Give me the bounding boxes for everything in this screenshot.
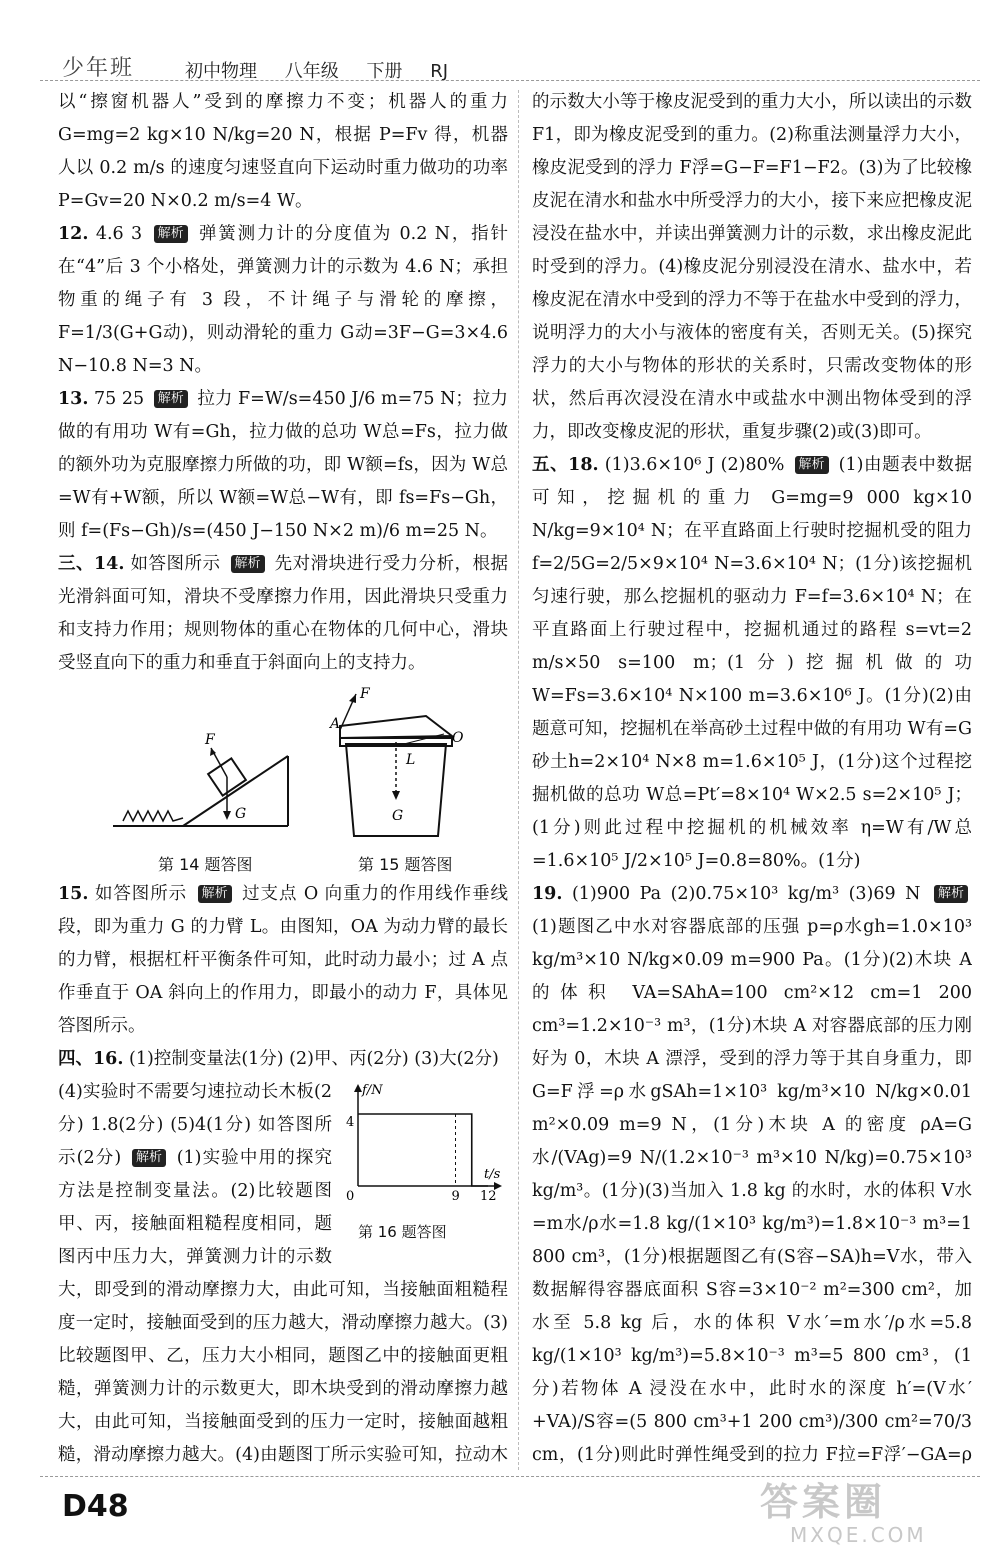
- header-divider: [40, 80, 980, 81]
- column-divider: [518, 90, 519, 1470]
- analysis-text: 弹簧测力计的分度值为 0.2 N，指针在“4”后 3 个小格处，弹簧测力计的示数为 4.6 N；承担物重的绳子有 3 段，不计绳子与滑轮的摩擦，F=1/3(G+G动)，则动滑轮的重力 G动=3F−G=3×4.6 N−10.8 N=3 N。: [58, 224, 508, 376]
- right-column: [532, 86, 972, 1466]
- watermark: [760, 1480, 980, 1547]
- analysis-text: (1)实验中用的探究方法是控制变量法。(2)比较题图甲、丙，接触面粗糙程度相同，题图丙中压力大，弹簧测力计的示数大，即受到的滑动摩擦力大，由此可知，当接触面粗糙程度一定时，接触面受到的压力越大，滑动摩擦力越大。(3)比较题图甲、乙，压力大小相同，题图乙中的接触面更粗糙，弹簧测力计的示数更大，即木块受到的滑动摩擦力越大，由此可知，当接触面受到的压力一定时，接触面越粗糙，滑动摩擦力越大。(4)由题图丁所示实验可知，拉动木: [58, 1148, 508, 1465]
- question-14: [58, 548, 508, 680]
- x-tick-label: 12: [480, 1189, 497, 1204]
- question-number: 13.: [58, 389, 89, 409]
- watermark-title: 答案圈: [760, 1480, 887, 1524]
- analysis-text: (1)题图乙中水对容器底部的压强 p=ρ水gh=1.0×10³ kg/m³×10 N/kg×0.09 m=900 Pa。(1分)(2)木块 A 的体积 VA=SAhA=100 cm²×12 cm=1 200 cm³=1.2×10⁻³ m³，(1分)木块 A 对容器底部的压力刚好为 0，木块 A 漂浮，受到的浮力等于其自身重力，即 G=F浮=ρ水gSAh=1×10³ kg/m³×10 N/kg×0.01 m²×0.09 m=9 N，(1分)木块 A 的密度 ρA=G水/(VAg)=9 N/(1.2×10⁻³ m³×10 N/kg)=0.75×10³ kg/m³。(1分)(3)当加入 1.8 kg 的水时，水的体积 V水=m水/ρ水=1.8 kg/(1×10³ kg/m³)=1.8×10⁻³ m³=1 800 cm³，(1分)根据题图乙有(S容−SA)h=V水，带入数据解得容器底面积 S容=3×10⁻² m²=300 cm²，加水至 5.8 kg 后，水的体积 V水′=m水′/ρ水=5.8 kg/(1×10³ kg/m³)=5.8×10⁻³ m³=5 800 cm³，(1分)若物体 A 浸没在水中，此时水的深度 h′=(V水′+VA)/S容=(5 800 cm³+1 200 cm³)/300 cm²=70/3 cm，(1分)则此时弹性绳受到的拉力 F拉=F浮′−GA=ρ: [532, 917, 972, 1465]
- answer-text: (1)900 Pa (2)0.75×10³ kg/m³ (3)69 N: [571, 884, 921, 904]
- y-axis-arrow: [354, 1084, 362, 1092]
- question-number: 四、16.: [58, 1049, 124, 1069]
- can-lid: [340, 716, 452, 738]
- analysis-tag: 解析: [132, 1149, 166, 1167]
- arrowhead: [349, 694, 356, 703]
- volume-label: 下册: [366, 61, 403, 82]
- trash-can-diagram: [326, 686, 466, 846]
- answer-text: 如答图所示: [94, 884, 188, 904]
- question-16: [58, 1043, 508, 1076]
- analysis-tag: 解析: [934, 885, 968, 903]
- x-tick-label: 9: [451, 1189, 460, 1204]
- question-number: 15.: [58, 884, 89, 904]
- answer-continuation: 以“擦窗机器人”受到的摩擦力不变；机器人的重力 G=mg=2 kg×10 N/kg=20 N，根据 P=Fv 得，机器人以 0.2 m/s 的速度匀速竖直向下运动时重力做功的功率 P=Gv=20 N×0.2 m/s=4 W。: [58, 92, 508, 211]
- figure-15-caption: 第 15 题答图: [358, 855, 453, 874]
- x-axis-label: t/s: [484, 1167, 501, 1182]
- question-15: [58, 878, 508, 1043]
- gravity-label: G: [235, 806, 247, 822]
- edition-label: RJ: [430, 61, 449, 82]
- force-label: F: [205, 732, 215, 748]
- grade-label: 八年级: [284, 61, 339, 82]
- analysis-text: 过支点 O 向重力的作用线作垂线段，即为重力 G 的力臂 L。由图知，OA 为动力臂的最长的力臂，根据杠杆平衡条件可知，此时动力最小；过 A 点作垂直于 OA 斜向上的作用力，即最小的动力 F，具体见答图所示。: [58, 884, 508, 1036]
- fulcrum-label: O: [452, 730, 464, 746]
- analysis-text: 先对滑块进行受力分析，根据光滑斜面可知，滑块不受摩擦力作用，因此滑块只受重力和支持力作用；规则物体的重心在物体的几何中心，滑块受竖直向下的重力和垂直于斜面向上的支持力。: [58, 554, 508, 673]
- question-number: 三、14.: [58, 554, 125, 574]
- answer-text: 4.6 3: [95, 224, 143, 244]
- y-tick-label: 4: [346, 1115, 355, 1130]
- question-18: [532, 449, 972, 878]
- figure-16-caption: 第 16 题答图: [358, 1223, 447, 1241]
- point-a-label: A: [330, 716, 341, 732]
- analysis-text: (1)由题表中数据可知，挖掘机的重力 G=mg=9 000 kg×10 N/kg=9×10⁴ N；在平直路面上行驶时挖掘机受的阻力 f=2/5G=2/5×9×10⁴ N=3.6×10⁴ N；(1分)该挖掘机匀速行驶，那么挖掘机的驱动力 F=f=3.6×10⁴ N；在平直路面上行驶过程中，挖掘机通过的路程 s=vt=2 m/s×50 s=100 m；(1分)挖掘机做的功 W=Fs=3.6×10⁴ N×100 m=3.6×10⁶ J。(1分)(2)由题意可知，挖掘机在举高砂土过程中做的有用功 W有=G砂土h=2×10⁴ N×8 m=1.6×10⁵ J，(1分)这个过程挖掘机做的总功 W总=Pt′=8×10⁴ W×2.5 s=2×10⁵ J；(1分)则此过程中挖掘机的机械效率 η=W有/W总=1.6×10⁵ J/2×10⁵ J=0.8=80%。(1分): [532, 455, 972, 871]
- watermark-url: MXQE.COM: [790, 1523, 927, 1547]
- friction-time-chart: [338, 1076, 508, 1246]
- question-number: 19.: [532, 884, 563, 904]
- analysis-tag: 解析: [154, 225, 188, 243]
- gravity-label: G: [392, 808, 404, 824]
- friction-series-line: [358, 1114, 488, 1186]
- question-12: [58, 218, 508, 383]
- analysis-tag: 解析: [231, 555, 265, 573]
- answer-text: 75 25: [94, 389, 145, 409]
- left-column: [58, 86, 508, 1466]
- answer-text: (4)实验时不需要匀速拉动长木板(2分) 1.8(2分) (5)4(1分) 如答图所示(2分): [58, 1082, 332, 1168]
- y-axis-label: f/N: [362, 1083, 383, 1098]
- answer-text: (1)3.6×10⁶ J (2)80%: [604, 455, 785, 475]
- question-13: [58, 383, 508, 548]
- chart-svg: [338, 1076, 508, 1216]
- book-meta: [185, 55, 462, 88]
- analysis-tag: 解析: [795, 456, 829, 474]
- answer-text: (1)控制变量法(1分) (2)甲、丙(2分) (3)大(2分): [129, 1049, 499, 1069]
- lever-arm-label: L: [406, 752, 416, 768]
- figure-14-caption: 第 14 题答图: [158, 855, 253, 874]
- page-header: [0, 0, 1000, 80]
- arrowhead: [223, 811, 231, 820]
- answer-continuation: 的示数大小等于橡皮泥受到的重力大小，所以读出的示数 F1，即为橡皮泥受到的重力。(2)称重法测量浮力大小，橡皮泥受到的浮力 F浮=G−F=F1−F2。(3)为了比较橡皮泥在清水和盐水中所受浮力的大小，接下来应把橡皮泥浸没在盐水中，并读出弹簧测力计的示数，求出橡皮泥此时受到的浮力。(4)橡皮泥分别浸没在清水、盐水中，若橡皮泥在清水中受到的浮力不等于在盐水中受到的浮力，说明浮力的大小与液体的密度有关，否则无关。(5)探究浮力的大小与物体的形状的关系时，只需改变物体的形状，然后再次浸没在清水中或盐水中测出物体受到的浮力，即改变橡皮泥的形状，重复步骤(2)或(3)即可。: [532, 92, 972, 442]
- question-16-body: [58, 1076, 508, 1466]
- brand-logo: 少年班: [62, 56, 135, 81]
- origin-label: 0: [346, 1189, 355, 1204]
- spring: [123, 811, 183, 821]
- question-number: 12.: [58, 224, 89, 244]
- analysis-text: 拉力 F=W/s=450 J/6 m=75 N；拉力做的有用功 W有=Gh，拉力做的总功 W总=Fs，拉力做的额外功为克服摩擦力所做的功，即 W额=fs，因为 W总=W有+W额，所以 W额=W总−W有，即 fs=Fs−Gh，则 f=(Fs−Gh)/s=(450 J−150 N×2 m)/6 m=25 N。: [58, 389, 508, 541]
- force-label: F: [360, 686, 370, 702]
- question-number: 五、18.: [532, 455, 599, 475]
- arrowhead: [392, 791, 400, 800]
- incline-diagram: [113, 686, 293, 846]
- page-number: D48: [62, 1489, 129, 1524]
- figure-row-14-15: [58, 686, 508, 876]
- answer-text: 如答图所示: [130, 554, 221, 574]
- analysis-tag: 解析: [154, 390, 188, 408]
- footer-divider: [40, 1476, 980, 1477]
- subject-label: 初中物理: [185, 61, 257, 82]
- analysis-tag: 解析: [198, 885, 232, 903]
- question-19: [532, 878, 972, 1466]
